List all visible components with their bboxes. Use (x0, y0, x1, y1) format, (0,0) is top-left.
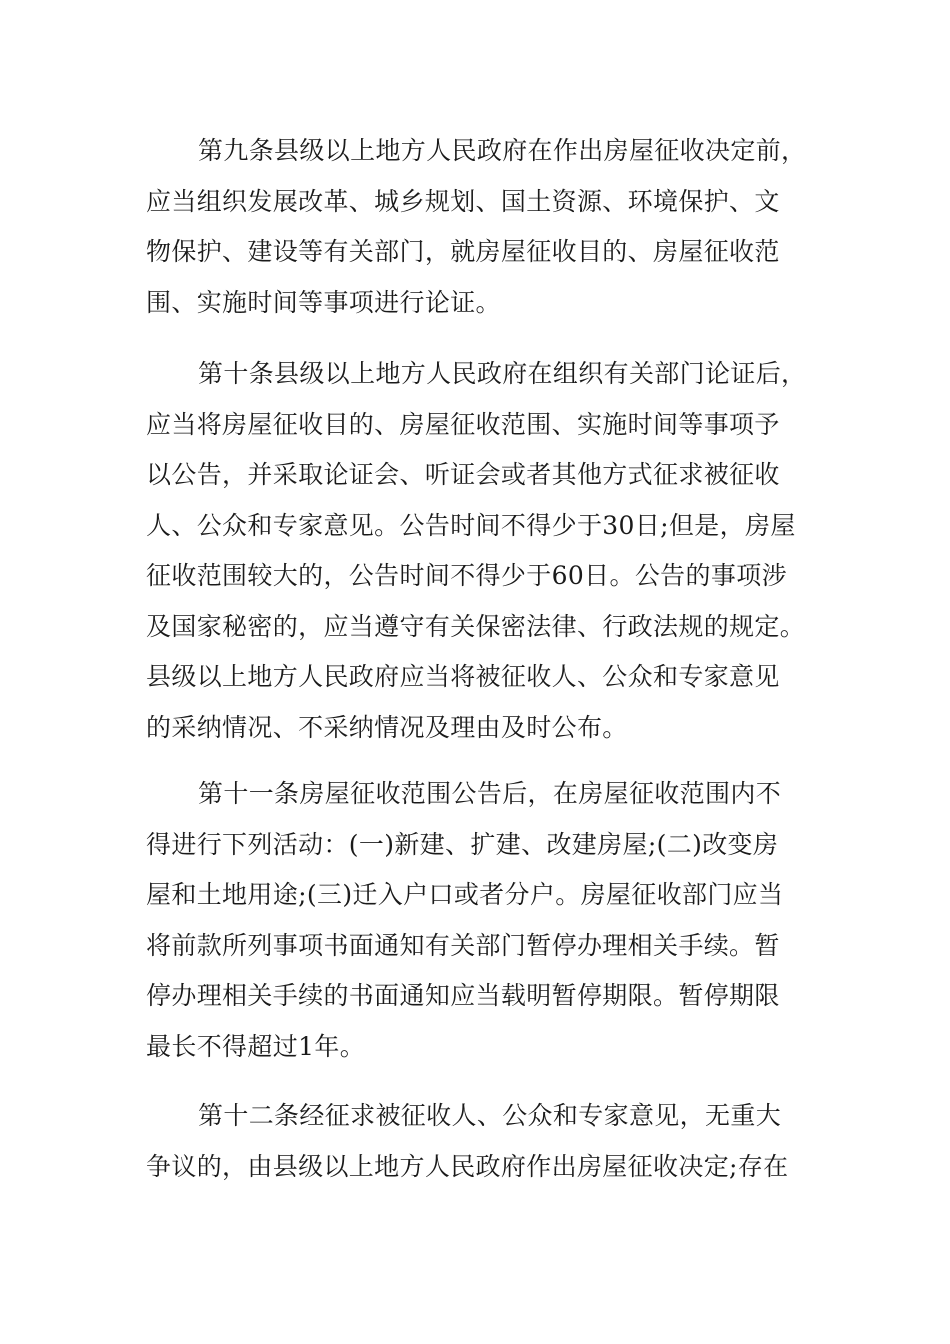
article-11-line-6: 最长不得超过1年。 (146, 1031, 366, 1061)
article-11-line-2: 得进行下列活动：(一)新建、扩建、改建房屋;(二)改变房 (146, 829, 779, 859)
article-9 (146, 126, 806, 328)
article-12 (146, 1091, 806, 1192)
article-10-line-5: 征收范围较大的，公告时间不得少于60日。公告的事项涉 (146, 561, 787, 590)
article-10-line-7: 县级以上地方人民政府应当将被征收人、公众和专家意见 (146, 662, 780, 691)
article-10-line-1: 第十条县级以上地方人民政府在组织有关部门论证后， (198, 359, 807, 388)
article-9-line-4: 围、实施时间等事项进行论证。 (146, 287, 501, 317)
article-9-line-1: 第九条县级以上地方人民政府在作出房屋征收决定前， (198, 136, 807, 165)
article-9-line-3: 物保护、建设等有关部门，就房屋征收目的、房屋征收范 (146, 237, 780, 266)
article-10-line-8: 的采纳情况、不采纳情况及理由及时公布。 (146, 712, 628, 742)
article-11-line-3: 屋和土地用途;(三)迁入户口或者分户。房屋征收部门应当 (146, 880, 784, 909)
article-10-line-6: 及国家秘密的，应当遵守有关保密法律、行政法规的规定。 (146, 611, 806, 641)
article-11-line-4: 将前款所列事项书面通知有关部门暂停办理相关手续。暂 (146, 930, 780, 960)
article-10-line-3: 以公告，并采取论证会、听证会或者其他方式征求被征收 (146, 460, 780, 489)
article-10-line-4: 人、公众和专家意见。公告时间不得少于30日;但是，房屋 (146, 510, 796, 540)
article-11-line-1: 第十一条房屋征收范围公告后，在房屋征收范围内不 (198, 779, 782, 808)
article-10-line-2: 应当将房屋征收目的、房屋征收范围、实施时间等事项予 (146, 409, 780, 439)
article-11-line-5: 停办理相关手续的书面通知应当载明暂停期限。暂停期限 (146, 981, 780, 1010)
article-12-line-1: 第十二条经征求被征收人、公众和专家意见，无重大 (198, 1101, 782, 1130)
article-10 (146, 349, 806, 753)
article-9-line-2: 应当组织发展改革、城乡规划、国土资源、环境保护、文 (146, 186, 780, 216)
article-11 (146, 769, 806, 1072)
article-12-line-2: 争议的，由县级以上地方人民政府作出房屋征收决定;存在 (146, 1151, 789, 1181)
